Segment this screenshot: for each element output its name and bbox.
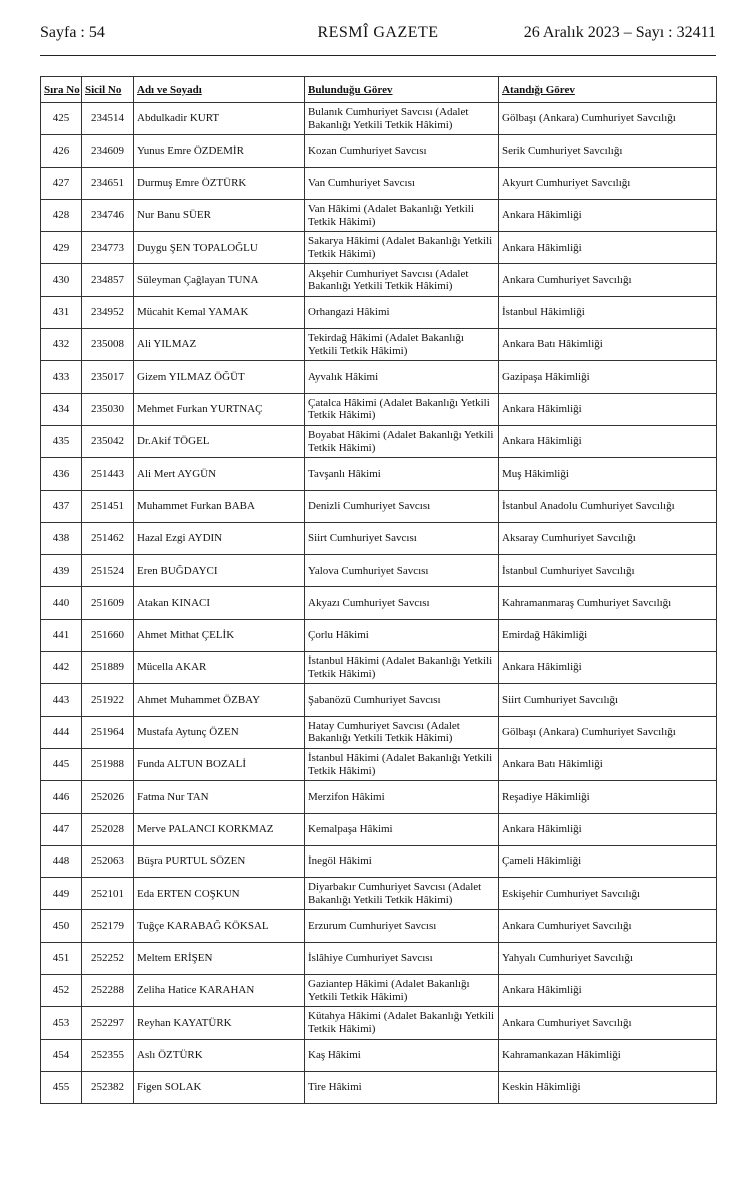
cell-name: Ahmet Mithat ÇELİK [134,619,305,651]
cell-sicil-no: 235030 [82,393,134,425]
table-row [41,1007,717,1039]
cell-sira-no: 445 [41,748,82,780]
cell-sicil-no: 251988 [82,748,134,780]
cell-current-post: Diyarbakır Cumhuriyet Savcısı (Adalet Bakanlığı Yetkili Tetkik Hâkimi) [305,878,499,910]
cell-name: Meltem ERİŞEN [134,942,305,974]
cell-new-post: Ankara Hâkimliği [499,813,717,845]
table-row [41,458,717,490]
cell-sicil-no: 251443 [82,458,134,490]
cell-new-post: Gazipaşa Hâkimliği [499,361,717,393]
cell-new-post: Ankara Batı Hâkimliği [499,329,717,361]
cell-sicil-no: 234609 [82,135,134,167]
cell-current-post: Siirt Cumhuriyet Savcısı [305,522,499,554]
cell-name: Mücahit Kemal YAMAK [134,296,305,328]
cell-new-post: Ankara Hâkimliği [499,652,717,684]
table-row [41,135,717,167]
table-row [41,813,717,845]
cell-current-post: Yalova Cumhuriyet Savcısı [305,555,499,587]
cell-name: Merve PALANCI KORKMAZ [134,813,305,845]
cell-new-post: Kahramankazan Hâkimliği [499,1039,717,1071]
cell-current-post: Kemalpaşa Hâkimi [305,813,499,845]
cell-new-post: Gölbaşı (Ankara) Cumhuriyet Savcılığı [499,716,717,748]
table-row [41,716,717,748]
table-row [41,748,717,780]
table-row [41,910,717,942]
table-row [41,652,717,684]
table-row [41,264,717,296]
cell-new-post: Akyurt Cumhuriyet Savcılığı [499,167,717,199]
page-header [40,24,716,48]
cell-sira-no: 431 [41,296,82,328]
appointments-table [40,76,717,1104]
cell-name: Büşra PURTUL SÖZEN [134,845,305,877]
cell-current-post: Denizli Cumhuriyet Savcısı [305,490,499,522]
cell-new-post: Ankara Cumhuriyet Savcılığı [499,1007,717,1039]
table-row [41,296,717,328]
cell-sicil-no: 251922 [82,684,134,716]
cell-current-post: Kütahya Hâkimi (Adalet Bakanlığı Yetkili Tetkik Hâkimi) [305,1007,499,1039]
cell-sicil-no: 252101 [82,878,134,910]
column-header-name: Adı ve Soyadı [134,77,305,103]
cell-sicil-no: 252297 [82,1007,134,1039]
cell-current-post: İstanbul Hâkimi (Adalet Bakanlığı Yetkili Tetkik Hâkimi) [305,652,499,684]
cell-sicil-no: 252288 [82,975,134,1007]
column-header-sira-no: Sıra No [41,77,82,103]
cell-sicil-no: 234651 [82,167,134,199]
cell-sicil-no: 234514 [82,103,134,135]
cell-current-post: Van Cumhuriyet Savcısı [305,167,499,199]
cell-sira-no: 439 [41,555,82,587]
table-row [41,232,717,264]
cell-name: Nur Banu SÜER [134,199,305,231]
cell-name: Durmuş Emre ÖZTÜRK [134,167,305,199]
cell-current-post: Akyazı Cumhuriyet Savcısı [305,587,499,619]
cell-name: Dr.Akif TÖGEL [134,425,305,457]
header-rule [40,55,716,56]
table-row [41,393,717,425]
cell-new-post: Gölbaşı (Ankara) Cumhuriyet Savcılığı [499,103,717,135]
cell-sicil-no: 252026 [82,781,134,813]
cell-sira-no: 433 [41,361,82,393]
table-row [41,1039,717,1071]
cell-new-post: Kahramanmaraş Cumhuriyet Savcılığı [499,587,717,619]
cell-current-post: Kozan Cumhuriyet Savcısı [305,135,499,167]
cell-sira-no: 426 [41,135,82,167]
table-row [41,490,717,522]
cell-sicil-no: 251462 [82,522,134,554]
cell-name: Abdulkadir KURT [134,103,305,135]
cell-sira-no: 430 [41,264,82,296]
cell-name: Ali YILMAZ [134,329,305,361]
cell-sicil-no: 251660 [82,619,134,651]
cell-sicil-no: 252179 [82,910,134,942]
table-row [41,587,717,619]
cell-name: Yunus Emre ÖZDEMİR [134,135,305,167]
cell-sira-no: 438 [41,522,82,554]
cell-name: Tuğçe KARABAĞ KÖKSAL [134,910,305,942]
cell-sira-no: 453 [41,1007,82,1039]
cell-current-post: Tekirdağ Hâkimi (Adalet Bakanlığı Yetkili Tetkik Hâkimi) [305,329,499,361]
cell-sicil-no: 252028 [82,813,134,845]
cell-new-post: Serik Cumhuriyet Savcılığı [499,135,717,167]
cell-new-post: Keskin Hâkimliği [499,1071,717,1103]
cell-sicil-no: 251609 [82,587,134,619]
cell-current-post: İslâhiye Cumhuriyet Savcısı [305,942,499,974]
cell-sira-no: 436 [41,458,82,490]
cell-current-post: Merzifon Hâkimi [305,781,499,813]
cell-new-post: İstanbul Anadolu Cumhuriyet Savcılığı [499,490,717,522]
cell-sira-no: 442 [41,652,82,684]
cell-current-post: İstanbul Hâkimi (Adalet Bakanlığı Yetkili Tetkik Hâkimi) [305,748,499,780]
cell-sicil-no: 252355 [82,1039,134,1071]
table-row [41,878,717,910]
cell-current-post: Tavşanlı Hâkimi [305,458,499,490]
cell-new-post: İstanbul Hâkimliği [499,296,717,328]
cell-current-post: Bulanık Cumhuriyet Savcısı (Adalet Bakanlığı Yetkili Tetkik Hâkimi) [305,103,499,135]
cell-name: Mehmet Furkan YURTNAÇ [134,393,305,425]
cell-sicil-no: 251964 [82,716,134,748]
cell-new-post: Ankara Hâkimliği [499,232,717,264]
cell-sicil-no: 234746 [82,199,134,231]
cell-new-post: Ankara Hâkimliği [499,393,717,425]
cell-new-post: Eskişehir Cumhuriyet Savcılığı [499,878,717,910]
cell-sicil-no: 251451 [82,490,134,522]
cell-current-post: Orhangazi Hâkimi [305,296,499,328]
cell-current-post: Van Hâkimi (Adalet Bakanlığı Yetkili Tetkik Hâkimi) [305,199,499,231]
cell-sira-no: 447 [41,813,82,845]
cell-sira-no: 446 [41,781,82,813]
column-header-current-post: Bulunduğu Görev [305,77,499,103]
cell-current-post: Çatalca Hâkimi (Adalet Bakanlığı Yetkili Tetkik Hâkimi) [305,393,499,425]
table-row [41,1071,717,1103]
cell-sira-no: 435 [41,425,82,457]
cell-sicil-no: 252063 [82,845,134,877]
cell-current-post: Sakarya Hâkimi (Adalet Bakanlığı Yetkili Tetkik Hâkimi) [305,232,499,264]
cell-name: Mustafa Aytunç ÖZEN [134,716,305,748]
cell-new-post: Çameli Hâkimliği [499,845,717,877]
table-row [41,522,717,554]
cell-current-post: Çorlu Hâkimi [305,619,499,651]
cell-sira-no: 427 [41,167,82,199]
column-header-sicil-no: Sicil No [82,77,134,103]
table-row [41,975,717,1007]
table-row [41,555,717,587]
table-row [41,199,717,231]
cell-sira-no: 449 [41,878,82,910]
table-row [41,942,717,974]
cell-name: Atakan KINACI [134,587,305,619]
cell-current-post: İnegöl Hâkimi [305,845,499,877]
cell-name: Ali Mert AYGÜN [134,458,305,490]
cell-sira-no: 429 [41,232,82,264]
cell-new-post: Ankara Cumhuriyet Savcılığı [499,910,717,942]
cell-sicil-no: 235017 [82,361,134,393]
cell-new-post: Ankara Hâkimliği [499,199,717,231]
cell-new-post: Ankara Batı Hâkimliği [499,748,717,780]
cell-sicil-no: 252252 [82,942,134,974]
cell-sicil-no: 234857 [82,264,134,296]
cell-name: Eda ERTEN COŞKUN [134,878,305,910]
cell-name: Reyhan KAYATÜRK [134,1007,305,1039]
table-row [41,103,717,135]
cell-sira-no: 455 [41,1071,82,1103]
cell-current-post: Ayvalık Hâkimi [305,361,499,393]
cell-new-post: Muş Hâkimliği [499,458,717,490]
table-row [41,684,717,716]
cell-sira-no: 432 [41,329,82,361]
cell-sicil-no: 251524 [82,555,134,587]
cell-name: Eren BUĞDAYCI [134,555,305,587]
cell-sira-no: 437 [41,490,82,522]
cell-new-post: Emirdağ Hâkimliği [499,619,717,651]
cell-name: Muhammet Furkan BABA [134,490,305,522]
table-row [41,845,717,877]
cell-name: Figen SOLAK [134,1071,305,1103]
cell-sira-no: 448 [41,845,82,877]
cell-name: Funda ALTUN BOZALİ [134,748,305,780]
cell-current-post: Şabanözü Cumhuriyet Savcısı [305,684,499,716]
cell-current-post: Tire Hâkimi [305,1071,499,1103]
cell-name: Ahmet Muhammet ÖZBAY [134,684,305,716]
cell-sira-no: 451 [41,942,82,974]
cell-current-post: Hatay Cumhuriyet Savcısı (Adalet Bakanlığı Yetkili Tetkik Hâkimi) [305,716,499,748]
cell-new-post: Ankara Cumhuriyet Savcılığı [499,264,717,296]
cell-current-post: Erzurum Cumhuriyet Savcısı [305,910,499,942]
cell-current-post: Boyabat Hâkimi (Adalet Bakanlığı Yetkili Tetkik Hâkimi) [305,425,499,457]
table-row [41,329,717,361]
cell-sira-no: 440 [41,587,82,619]
cell-name: Süleyman Çağlayan TUNA [134,264,305,296]
cell-sira-no: 444 [41,716,82,748]
cell-new-post: Ankara Hâkimliği [499,975,717,1007]
cell-new-post: Siirt Cumhuriyet Savcılığı [499,684,717,716]
cell-name: Mücella AKAR [134,652,305,684]
table-row [41,425,717,457]
table-header-row [41,77,717,103]
cell-sira-no: 425 [41,103,82,135]
cell-sira-no: 441 [41,619,82,651]
cell-sira-no: 443 [41,684,82,716]
cell-sicil-no: 234773 [82,232,134,264]
cell-name: Hazal Ezgi AYDIN [134,522,305,554]
cell-sicil-no: 235008 [82,329,134,361]
cell-current-post: Kaş Hâkimi [305,1039,499,1071]
cell-name: Zeliha Hatice KARAHAN [134,975,305,1007]
cell-sicil-no: 252382 [82,1071,134,1103]
cell-sira-no: 450 [41,910,82,942]
table-row [41,361,717,393]
cell-new-post: Reşadiye Hâkimliği [499,781,717,813]
cell-new-post: İstanbul Cumhuriyet Savcılığı [499,555,717,587]
cell-name: Duygu ŞEN TOPALOĞLU [134,232,305,264]
table-row [41,619,717,651]
cell-sira-no: 428 [41,199,82,231]
page-number: Sayfa : 54 [40,24,105,41]
cell-new-post: Aksaray Cumhuriyet Savcılığı [499,522,717,554]
cell-sicil-no: 234952 [82,296,134,328]
cell-new-post: Ankara Hâkimliği [499,425,717,457]
cell-sira-no: 454 [41,1039,82,1071]
cell-name: Gizem YILMAZ ÖĞÜT [134,361,305,393]
cell-sira-no: 434 [41,393,82,425]
gazette-title: RESMÎ GAZETE [317,24,439,41]
table-row [41,781,717,813]
cell-name: Aslı ÖZTÜRK [134,1039,305,1071]
cell-sicil-no: 251889 [82,652,134,684]
cell-name: Fatma Nur TAN [134,781,305,813]
cell-new-post: Yahyalı Cumhuriyet Savcılığı [499,942,717,974]
cell-sira-no: 452 [41,975,82,1007]
cell-current-post: Akşehir Cumhuriyet Savcısı (Adalet Bakanlığı Yetkili Tetkik Hâkimi) [305,264,499,296]
issue-date-number: 26 Aralık 2023 – Sayı : 32411 [523,24,716,41]
cell-current-post: Gaziantep Hâkimi (Adalet Bakanlığı Yetkili Tetkik Hâkimi) [305,975,499,1007]
table-row [41,167,717,199]
cell-sicil-no: 235042 [82,425,134,457]
column-header-new-post: Atandığı Görev [499,77,717,103]
